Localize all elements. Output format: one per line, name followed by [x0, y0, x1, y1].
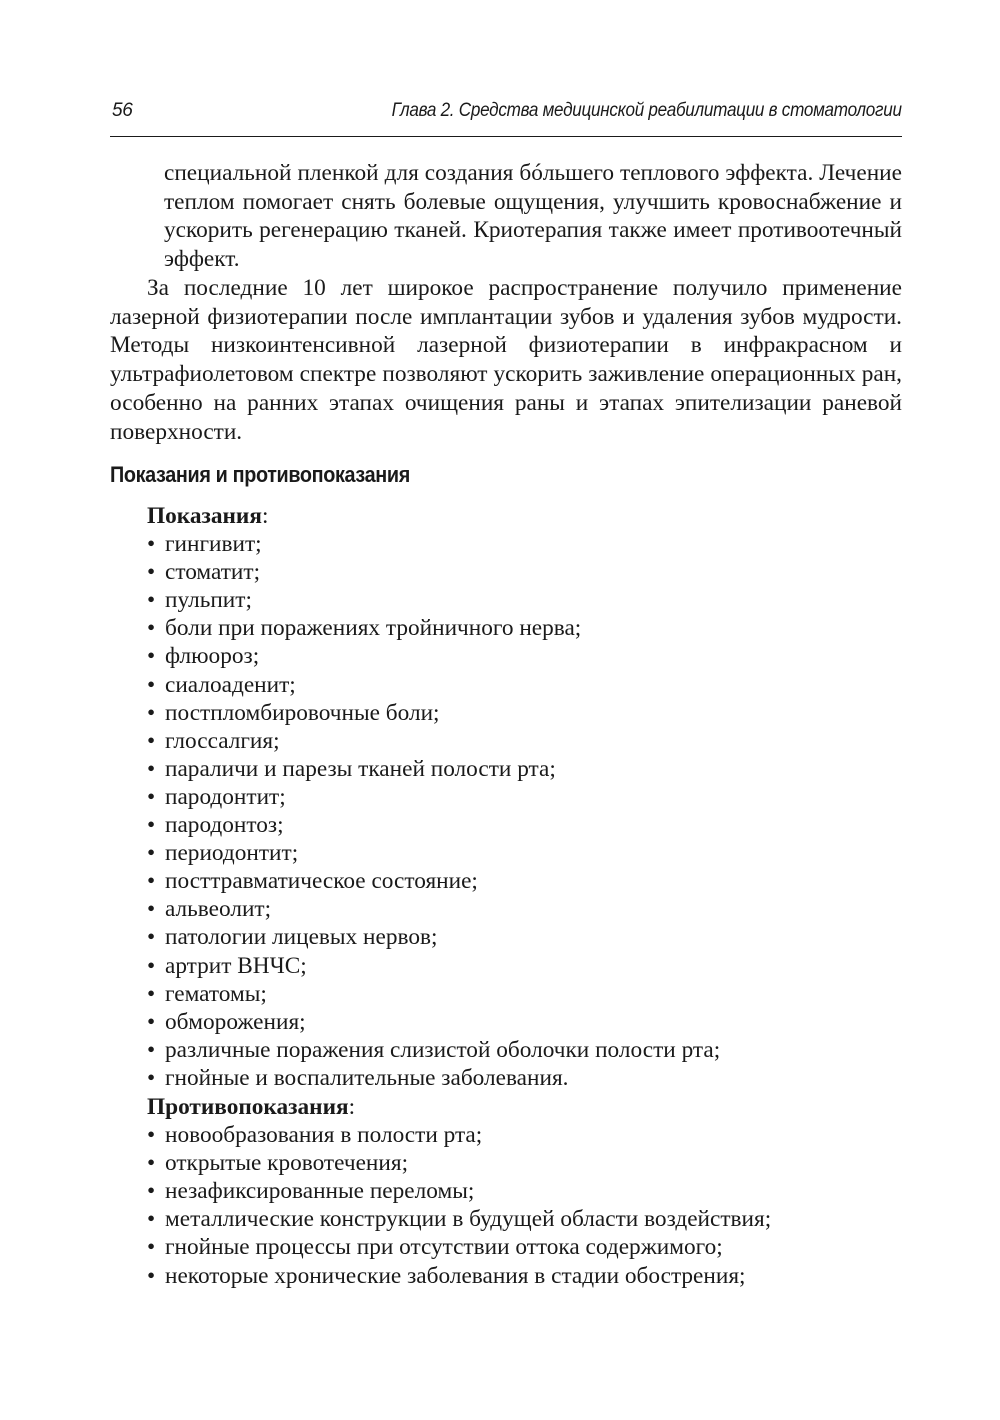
contraindication-item: [147, 1233, 907, 1261]
indication-item-text: боли при поражениях тройничного нерва;: [165, 615, 582, 642]
bullet-icon: •: [147, 1064, 156, 1091]
indication-item: [147, 558, 907, 586]
indications-list: [147, 530, 907, 1092]
indication-item-text: гематомы;: [165, 980, 267, 1007]
indication-item-text: стоматит;: [165, 559, 261, 586]
paragraph-continuation: специальной пленкой для создания бóльшего теплового эффекта. Лечение теплом помогает снять болевые ощущения, улучшить кровоснабжение и ускорить регенерацию тканей. Криотерапия также имеет противоотечный эффект.: [164, 160, 902, 273]
indication-item: [147, 839, 907, 867]
contraindications-label-text: Противопоказания: [147, 1094, 349, 1120]
bullet-icon: •: [147, 840, 156, 867]
contraindication-item-text: гнойные процессы при отсутствии оттока содержимого;: [165, 1234, 723, 1261]
contraindication-item: [147, 1262, 907, 1290]
indication-item: [147, 923, 907, 951]
indication-item: [147, 811, 907, 839]
bullet-icon: •: [147, 896, 156, 923]
indication-item: [147, 699, 907, 727]
indication-item: [147, 867, 907, 895]
indication-item-text: посттравматическое состояние;: [165, 868, 478, 895]
page-number: 56: [112, 100, 133, 121]
indication-item-text: пульпит;: [165, 587, 252, 614]
section-title: Показания и противопоказания: [110, 462, 410, 487]
bullet-icon: •: [147, 727, 156, 754]
running-chapter-title: Глава 2. Средства медицинской реабилитации в стоматологии: [391, 100, 902, 121]
contraindications-label: [147, 1093, 907, 1121]
bullet-icon: •: [147, 1262, 156, 1289]
indication-item: [147, 614, 907, 642]
indications-label: [147, 502, 907, 530]
bullet-icon: •: [147, 671, 156, 698]
contraindication-item-text: новообразования в полости рта;: [165, 1122, 483, 1149]
indication-item: [147, 671, 907, 699]
bullet-icon: •: [147, 615, 156, 642]
contraindication-item-text: металлические конструкции в будущей области воздействия;: [165, 1206, 772, 1233]
contraindications-block: [147, 1093, 907, 1290]
indication-item-text: глоссалгия;: [165, 727, 280, 754]
indications-label-suffix: :: [261, 503, 269, 529]
indication-item-text: сиалоаденит;: [165, 671, 296, 698]
bullet-icon: •: [147, 755, 156, 782]
contraindication-item: [147, 1121, 907, 1149]
indication-item-text: параличи и парезы тканей полости рта;: [165, 755, 556, 782]
indication-item-text: периодонтит;: [165, 840, 299, 867]
indication-item-text: гингивит;: [165, 531, 262, 558]
indications-block: [147, 502, 907, 1092]
paragraph-laser-physiotherapy: За последние 10 лет широкое распространение получило применение лазерной физиотерапии после имплантации зубов и удаления зубов мудрости. Методы низкоинтенсивной лазерной физиотерапии в инфракрасном и ультрафиолетовом спектре позволяют ускорить заживление операционных ран, особенно на ранних этапах очищения раны и этапах эпителизации раневой поверхности.: [110, 275, 902, 445]
bullet-icon: •: [147, 1178, 156, 1205]
bullet-icon: •: [147, 1122, 156, 1149]
indication-item: [147, 952, 907, 980]
indication-item: [147, 586, 907, 614]
indication-item-text: пародонтоз;: [165, 812, 284, 839]
indication-item-text: постпломбировочные боли;: [165, 699, 440, 726]
contraindication-item-text: некоторые хронические заболевания в стадии обострения;: [165, 1262, 746, 1289]
indication-item-text: патологии лицевых нервов;: [165, 924, 438, 951]
contraindications-list: [147, 1121, 907, 1290]
indication-item-text: различные поражения слизистой оболочки полости рта;: [165, 1036, 721, 1063]
indication-item: [147, 895, 907, 923]
indication-item: [147, 783, 907, 811]
contraindication-item-text: незафиксированные переломы;: [165, 1178, 475, 1205]
bullet-icon: •: [147, 1206, 156, 1233]
indication-item: [147, 980, 907, 1008]
bullet-icon: •: [147, 699, 156, 726]
bullet-icon: •: [147, 952, 156, 979]
bullet-icon: •: [147, 531, 156, 558]
indication-item: [147, 727, 907, 755]
indication-item-text: артрит ВНЧС;: [165, 952, 307, 979]
indication-item-text: гнойные и воспалительные заболевания.: [165, 1064, 569, 1091]
indication-item: [147, 530, 907, 558]
bullet-icon: •: [147, 643, 156, 670]
indication-item: [147, 1036, 907, 1064]
indication-item: [147, 1064, 907, 1092]
contraindication-item: [147, 1149, 907, 1177]
bullet-icon: •: [147, 1234, 156, 1261]
bullet-icon: •: [147, 924, 156, 951]
contraindication-item-text: открытые кровотечения;: [165, 1150, 409, 1177]
bullet-icon: •: [147, 559, 156, 586]
indication-item: [147, 755, 907, 783]
bullet-icon: •: [147, 1008, 156, 1035]
bullet-icon: •: [147, 868, 156, 895]
indication-item-text: альвеолит;: [165, 896, 272, 923]
contraindication-item: [147, 1177, 907, 1205]
bullet-icon: •: [147, 1150, 156, 1177]
indication-item: [147, 1008, 907, 1036]
indications-label-text: Показания: [147, 503, 262, 529]
indication-item-text: пародонтит;: [165, 783, 286, 810]
contraindication-item: [147, 1205, 907, 1233]
bullet-icon: •: [147, 1036, 156, 1063]
page-header: [110, 100, 902, 137]
bullet-icon: •: [147, 980, 156, 1007]
indication-item-text: обморожения;: [165, 1008, 306, 1035]
bullet-icon: •: [147, 812, 156, 839]
contraindications-label-suffix: :: [348, 1094, 356, 1120]
bullet-icon: •: [147, 783, 156, 810]
indication-item: [147, 642, 907, 670]
indication-item-text: флюороз;: [165, 643, 260, 670]
bullet-icon: •: [147, 587, 156, 614]
